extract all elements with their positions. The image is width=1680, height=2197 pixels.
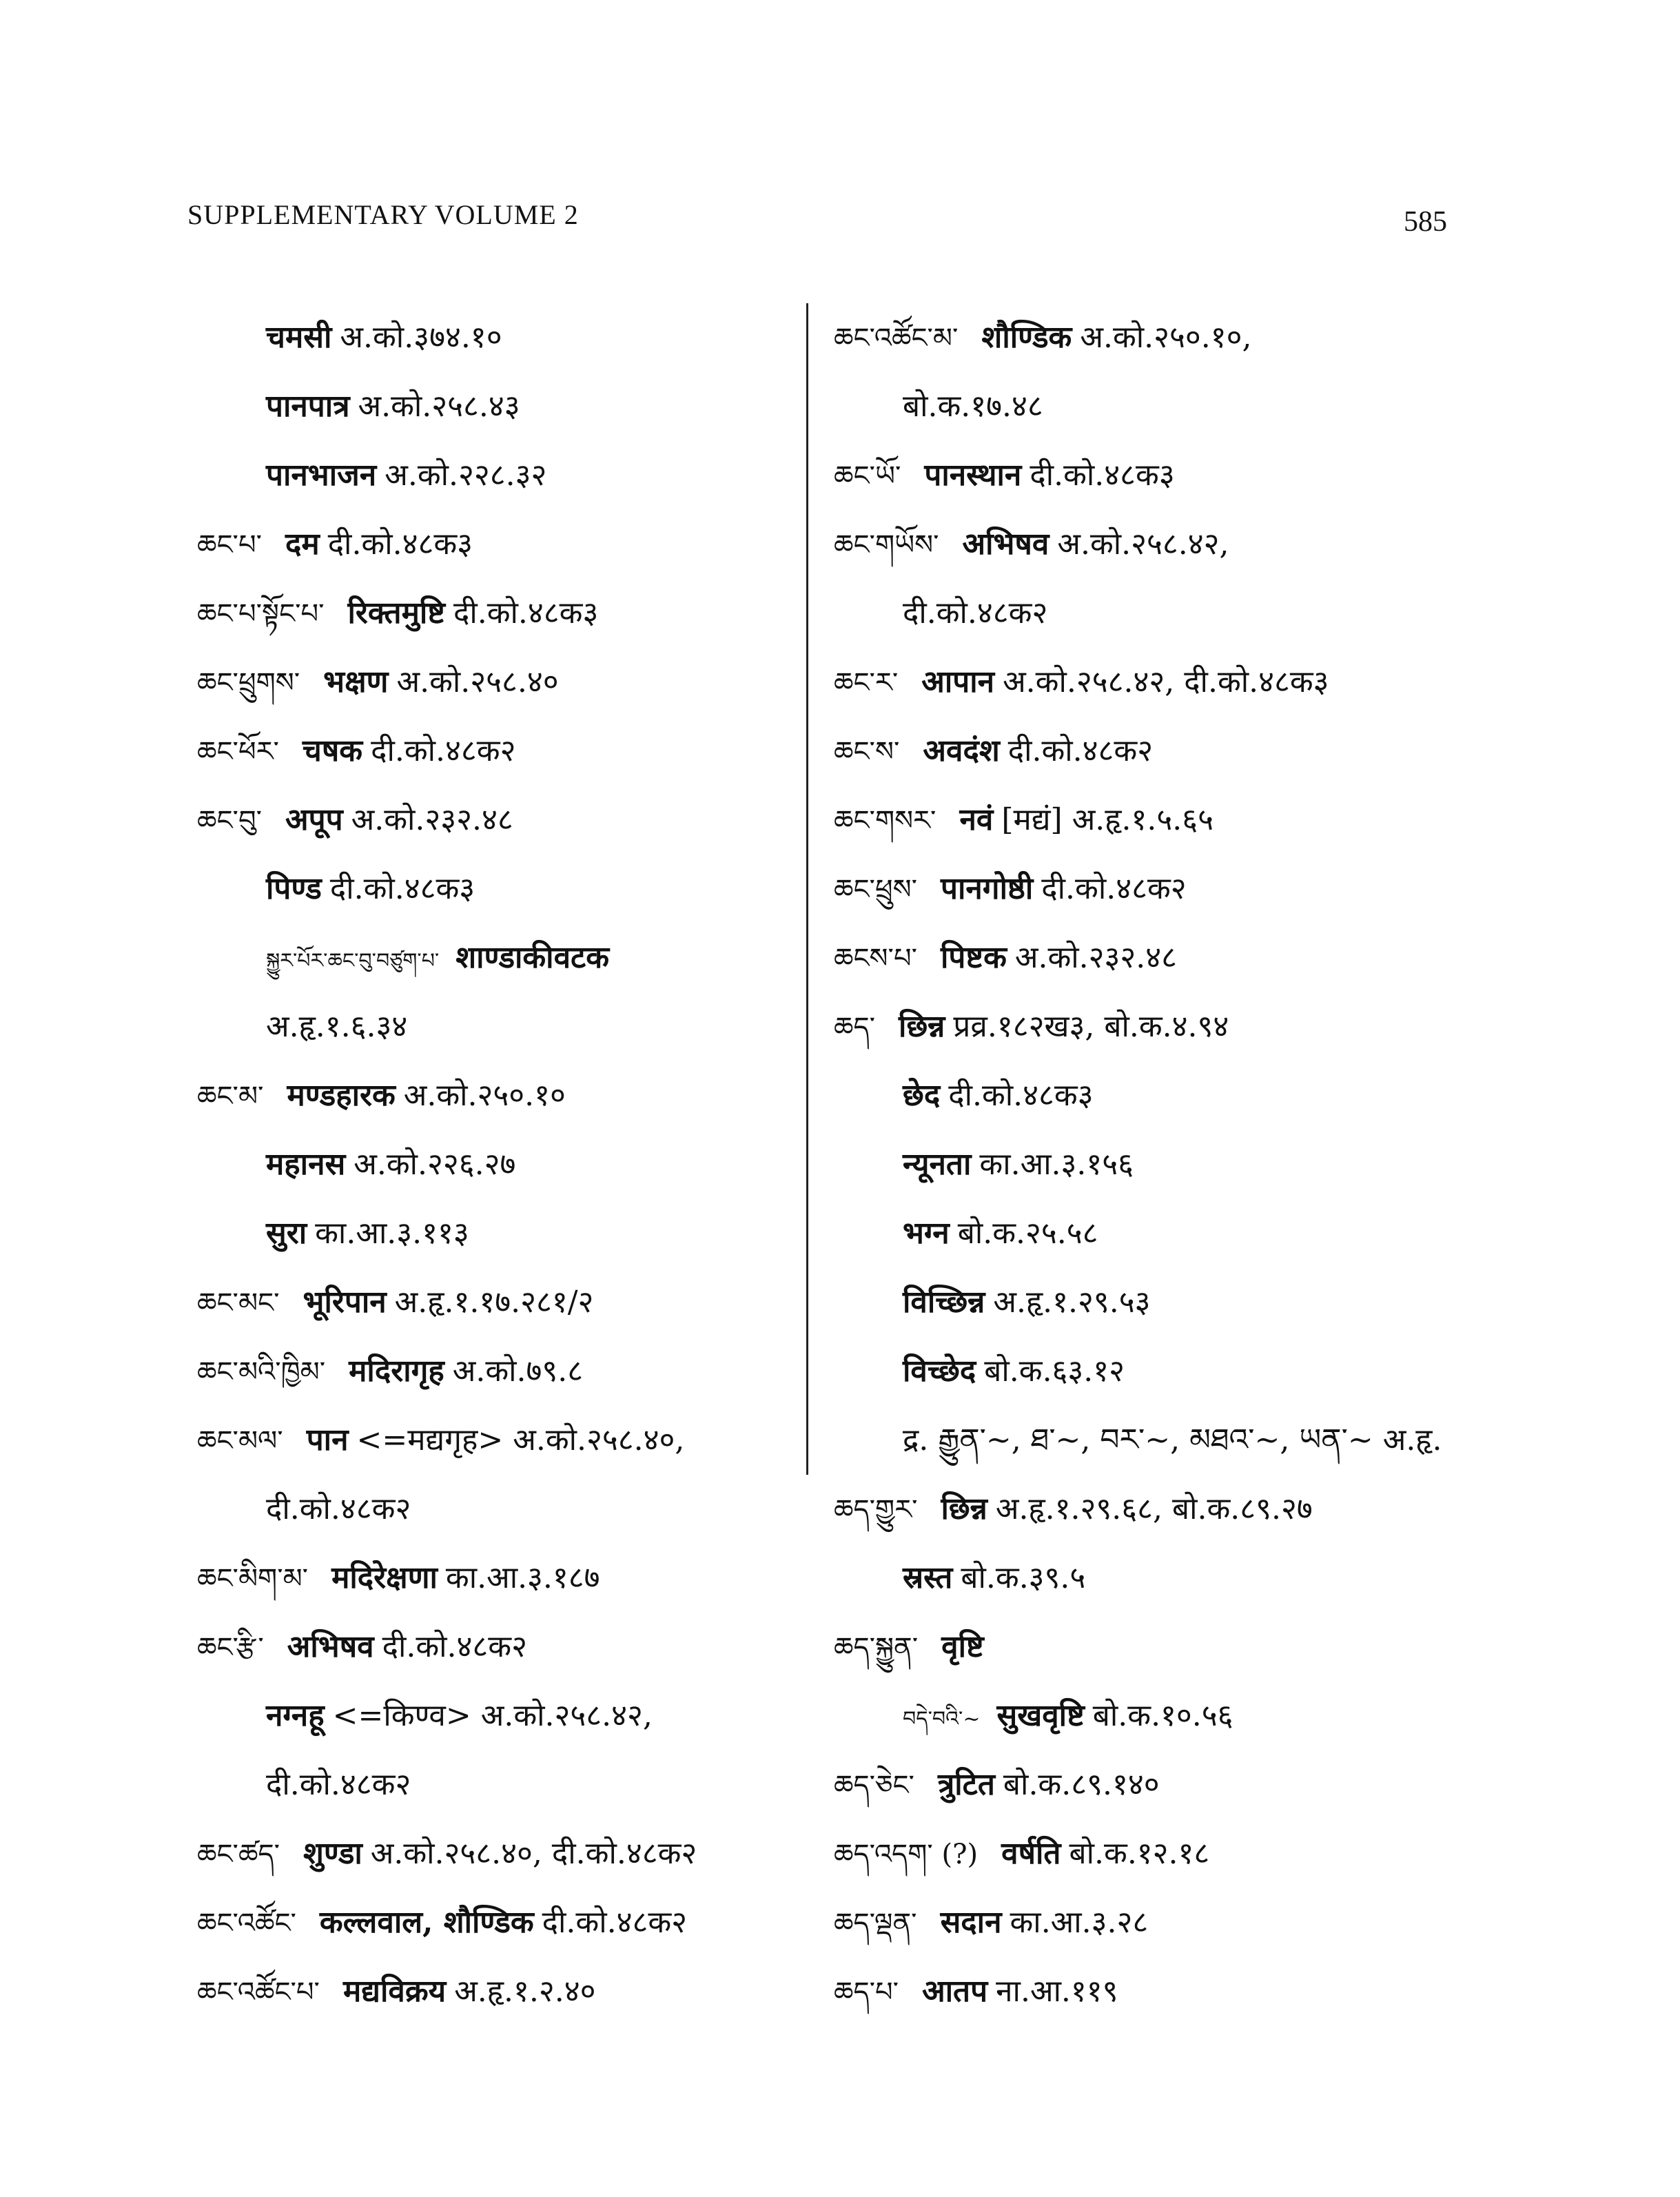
tibetan-headword: ཆང་འཚོང་ <box>197 1908 296 1939</box>
source-reference: अ.को.२३२.४८ <box>1014 940 1178 975</box>
source-reference: का.आ.३.११३ <box>315 1216 469 1251</box>
source-reference: अ.हृ.१.६.३४ <box>266 1009 408 1044</box>
dictionary-entry <box>834 1613 1454 1682</box>
source-reference: अ.हृ.१.२९.६८, बो.क.८९.२७ <box>995 1491 1313 1526</box>
source-reference: दी.को.४८क३ <box>948 1078 1094 1113</box>
source-reference: ना.आ.११९ <box>996 1974 1118 2009</box>
sanskrit-equivalent: शाण्डाकीवटक <box>455 940 610 975</box>
dictionary-entry <box>197 372 803 441</box>
tibetan-headword: ཆང་ཕྲུགས་ <box>197 667 300 699</box>
source-reference: [मद्यं] अ.हृ.१.५.६५ <box>1001 802 1213 837</box>
sanskrit-equivalent: छिन्न <box>941 1491 987 1526</box>
sanskrit-equivalent: भग्न <box>903 1216 950 1251</box>
sanskrit-equivalent: मदिरागृह <box>349 1353 444 1389</box>
dictionary-entry <box>834 1475 1454 1544</box>
sanskrit-equivalent: पिण्ड <box>266 871 322 906</box>
sanskrit-equivalent: नवं <box>959 802 994 837</box>
source-reference: दी.को.४८क३ <box>1029 458 1175 493</box>
tibetan-headword: ཆང་ཕོར་ <box>197 736 279 768</box>
sanskrit-equivalent: त्रुटित <box>937 1767 995 1802</box>
source-reference: अ.को.२५०.१०, <box>1080 320 1252 355</box>
tibetan-headword: སྐྱུར་པོར་ཆང་བུ་བཙུག་པ་ <box>266 949 440 973</box>
tibetan-headword: ཆད་གྱུར་ <box>834 1494 918 1526</box>
tibetan-headword: ཆད་འདག་ (?) <box>834 1839 979 1870</box>
sanskrit-equivalent: चमसी <box>266 320 332 355</box>
dictionary-entry <box>197 303 803 372</box>
source-reference: दी.को.४८क२ <box>266 1767 411 1802</box>
dictionary-entry <box>834 1682 1454 1750</box>
source-reference: दी.को.४८क२ <box>1041 871 1187 906</box>
sanskrit-equivalent: विच्छिन्न <box>903 1285 985 1320</box>
sanskrit-equivalent: भक्षण <box>323 664 389 699</box>
source-reference: बो.क.१०.५६ <box>1092 1698 1233 1733</box>
column-divider <box>806 303 808 1475</box>
dictionary-entry <box>834 1957 1454 2026</box>
dictionary-entry <box>197 1475 803 1544</box>
sanskrit-equivalent: मदिरेक्षणा <box>331 1560 438 1595</box>
dictionary-entry <box>834 303 1454 372</box>
sanskrit-equivalent: सदान <box>940 1905 1002 1940</box>
dictionary-entry <box>197 1888 803 1957</box>
dictionary-entry <box>834 1130 1454 1199</box>
sanskrit-equivalent: विच्छेद <box>903 1353 976 1389</box>
sanskrit-equivalent: वर्षति <box>1001 1836 1061 1871</box>
sanskrit-equivalent: पानगोष्ठी <box>941 871 1034 906</box>
dictionary-entry <box>834 786 1454 855</box>
tibetan-headword: ཆད་སྐྱུན་ <box>834 1632 919 1664</box>
dictionary-entry <box>834 1337 1454 1406</box>
tibetan-headword: ཆང་འཚོང་པ་ <box>197 1976 320 2008</box>
sanskrit-equivalent: मद्यविक्रय <box>342 1974 447 2009</box>
source-reference: दी.को.४८क२ <box>382 1629 527 1664</box>
right-column <box>834 303 1454 2026</box>
dictionary-entry <box>197 1613 803 1682</box>
dictionary-entry <box>834 1406 1454 1475</box>
tibetan-headword: ཆང་ས་ <box>834 736 900 768</box>
source-reference: अ.को.२५०.१० <box>403 1078 566 1113</box>
source-reference: अ.को.२३२.४८ <box>351 802 513 837</box>
source-reference: अ.को.२२६.२७ <box>354 1147 516 1182</box>
dictionary-entry <box>197 579 803 648</box>
dictionary-entry <box>834 992 1454 1061</box>
source-reference: अ.हृ.१.२.४० <box>454 1974 596 2009</box>
tibetan-headword: ཆང་གཡོས་ <box>834 529 939 561</box>
dictionary-entry <box>197 1061 803 1130</box>
dictionary-entry <box>197 1406 803 1475</box>
source-reference: बो.क.६३.१२ <box>984 1353 1125 1389</box>
dictionary-entry <box>197 648 803 717</box>
dictionary-entry <box>834 372 1454 441</box>
dictionary-entry <box>834 648 1454 717</box>
tibetan-headword: ཆང་གསར་ <box>834 805 936 837</box>
tibetan-headword: ཆང་ཚད་ <box>197 1839 280 1870</box>
source-reference: अ.हृ.१.१७.२८१/२ <box>394 1285 594 1320</box>
sanskrit-equivalent: अवदंश <box>923 733 1000 768</box>
dictionary-entry <box>197 923 803 992</box>
dictionary-entry <box>197 441 803 510</box>
sanskrit-equivalent: छिन्न <box>899 1009 945 1044</box>
sanskrit-equivalent: वृष्टि <box>941 1629 984 1664</box>
dictionary-entry <box>834 855 1454 923</box>
tibetan-headword: ཆང་མ་ <box>197 1081 264 1112</box>
sanskrit-equivalent: आतप <box>922 1974 988 2009</box>
source-reference: अ.को.२५८.४० <box>396 664 559 699</box>
tibetan-headword: ཆང་པ་སྟོང་པ་ <box>197 598 325 630</box>
dictionary-entry <box>834 1199 1454 1268</box>
dictionary-entry <box>197 992 803 1061</box>
sanskrit-equivalent: अभिषव <box>962 527 1049 562</box>
tibetan-headword: ཆང་མང་ <box>197 1287 280 1319</box>
source-reference: <=मद्यगृह> अ.को.२५८.४०, <box>356 1422 685 1458</box>
dictionary-entry <box>834 1750 1454 1819</box>
sanskrit-equivalent: रिक्तमुष्टि <box>347 595 445 631</box>
source-reference: दी.को.४८क३ <box>329 871 475 906</box>
source-reference: प्रव्र.१८२ख३, बो.क.४.९४ <box>953 1009 1229 1044</box>
sanskrit-equivalent: पान <box>306 1422 349 1458</box>
dictionary-entry <box>197 1130 803 1199</box>
dictionary-entry <box>197 1682 803 1750</box>
source-reference: बो.क.१२.१८ <box>1069 1836 1210 1871</box>
source-reference: अ.को.२५८.४२, <box>1057 527 1229 562</box>
dictionary-entry <box>834 717 1454 786</box>
sanskrit-equivalent: दम <box>285 527 320 562</box>
dictionary-entry <box>834 579 1454 648</box>
tibetan-headword: ཆང་པ་ <box>197 529 262 561</box>
tibetan-headword: ཆང་འཚོང་མ་ <box>834 323 959 354</box>
tibetan-headword: ཆང་ཕྲུས་ <box>834 874 917 906</box>
source-reference: अ.को.२५८.४२, दी.को.४८क३ <box>1003 664 1329 699</box>
source-reference: का.आ.३.१५६ <box>979 1147 1134 1182</box>
page-number: 585 <box>1404 206 1447 238</box>
dictionary-entry <box>834 923 1454 992</box>
tibetan-headword: ཆང་མིག་མ་ <box>197 1563 309 1595</box>
sanskrit-equivalent: शुण्डा <box>303 1836 362 1871</box>
source-reference: अ.को.२५८.४०, दी.को.४८क२ <box>370 1836 697 1871</box>
tibetan-headword: ཆད་ཅེང་ <box>834 1770 914 1801</box>
dictionary-entry <box>197 717 803 786</box>
sanskrit-equivalent: अपूप <box>285 802 343 837</box>
sanskrit-equivalent: अभिषव <box>287 1629 374 1664</box>
tibetan-headword: ཆད་ལྡན་ <box>834 1908 917 1939</box>
dictionary-entry <box>834 510 1454 579</box>
sanskrit-equivalent: पानभाजन <box>266 458 377 493</box>
tibetan-headword: ཆད་པ་ <box>834 1976 899 2008</box>
source-reference: दी.को.४८क२ <box>371 733 516 768</box>
source-reference: बो.क.८९.१४० <box>1003 1767 1160 1802</box>
source-reference: दी.को.४८क३ <box>453 595 599 631</box>
left-column <box>197 303 803 2026</box>
source-reference: दी.को.४८क२ <box>266 1491 411 1526</box>
source-reference: अ.हृ.१.२९.५३ <box>993 1285 1151 1320</box>
dictionary-entry <box>834 1544 1454 1613</box>
sanskrit-equivalent: चषक <box>302 733 363 768</box>
sanskrit-equivalent: सुरा <box>266 1216 307 1251</box>
dictionary-entry <box>834 1268 1454 1337</box>
source-reference: द्र. རྒྱུན་~, ཐ་~, བར་~, མཐའ་~, ཡན་~ अ.हृ. <box>903 1422 1442 1458</box>
source-reference: बो.क.१७.४८ <box>903 389 1043 424</box>
dictionary-entry <box>834 441 1454 510</box>
dictionary-entry <box>197 1957 803 2026</box>
sanskrit-equivalent: आपान <box>921 664 995 699</box>
dictionary-entry <box>197 1199 803 1268</box>
source-reference: बो.क.२५.५८ <box>957 1216 1098 1251</box>
dictionary-entry <box>197 1268 803 1337</box>
sanskrit-equivalent: मण्डहारक <box>287 1078 396 1113</box>
sanskrit-equivalent: कल्लवाल, शौण्डिक <box>319 1905 534 1940</box>
tibetan-headword: ཆང་ར་ <box>834 667 899 699</box>
dictionary-entry <box>197 1544 803 1613</box>
dictionary-entry <box>834 1888 1454 1957</box>
sanskrit-equivalent: भूरिपान <box>303 1285 387 1320</box>
tibetan-headword: བདེ་བའི་~ <box>903 1707 981 1731</box>
dictionary-entry <box>197 1337 803 1406</box>
source-reference: बो.क.३९.५ <box>961 1560 1086 1595</box>
tibetan-headword: ཆང་ཡོ་ <box>834 460 901 492</box>
sanskrit-equivalent: महानस <box>266 1147 346 1182</box>
tibetan-headword: ཆངས་པ་ <box>834 943 917 974</box>
source-reference: अ.को.२५८.४३ <box>358 389 520 424</box>
source-reference: दी.को.४८क२ <box>542 1905 688 1940</box>
source-reference: <=किण्व> अ.को.२५८.४२, <box>332 1698 653 1733</box>
dictionary-entry <box>197 1750 803 1819</box>
tibetan-headword: ཆང་མའི་ཁྱིམ་ <box>197 1356 326 1388</box>
running-head: SUPPLEMENTARY VOLUME 2 <box>187 199 579 230</box>
tibetan-headword: ཆང་བུ་ <box>197 805 262 837</box>
sanskrit-equivalent: पानस्थान <box>924 458 1022 493</box>
source-reference: दी.को.४८क२ <box>1007 733 1154 768</box>
tibetan-headword: ཆང་རྩི་ <box>197 1632 264 1664</box>
dictionary-entry <box>834 1061 1454 1130</box>
sanskrit-equivalent: पानपात्र <box>266 389 350 424</box>
sanskrit-equivalent: सुखवृष्टि <box>996 1698 1085 1733</box>
source-reference: अ.को.२२८.३२ <box>385 458 547 493</box>
sanskrit-equivalent: शौण्डिक <box>981 320 1072 355</box>
dictionary-entry <box>197 855 803 923</box>
source-reference: दी.को.४८क३ <box>327 527 473 562</box>
source-reference: दी.को.४८क२ <box>903 595 1048 631</box>
sanskrit-equivalent: न्यूनता <box>903 1147 972 1182</box>
sanskrit-equivalent: स्रस्त <box>903 1560 953 1595</box>
tibetan-headword: ཆད་ <box>834 1012 876 1043</box>
dictionary-entry <box>197 1819 803 1888</box>
dictionary-entry <box>834 1819 1454 1888</box>
tibetan-headword: ཆང་མལ་ <box>197 1425 283 1457</box>
sanskrit-equivalent: नग्नहू <box>266 1698 325 1733</box>
dictionary-entry <box>197 786 803 855</box>
source-reference: का.आ.३.१८७ <box>445 1560 600 1595</box>
sanskrit-equivalent: पिष्टक <box>941 940 1007 975</box>
dictionary-entry <box>197 510 803 579</box>
sanskrit-equivalent: छेद <box>903 1078 941 1113</box>
source-reference: अ.को.७९.८ <box>452 1353 584 1389</box>
source-reference: अ.को.३७४.१० <box>340 320 502 355</box>
source-reference: का.आ.३.२८ <box>1010 1905 1149 1940</box>
